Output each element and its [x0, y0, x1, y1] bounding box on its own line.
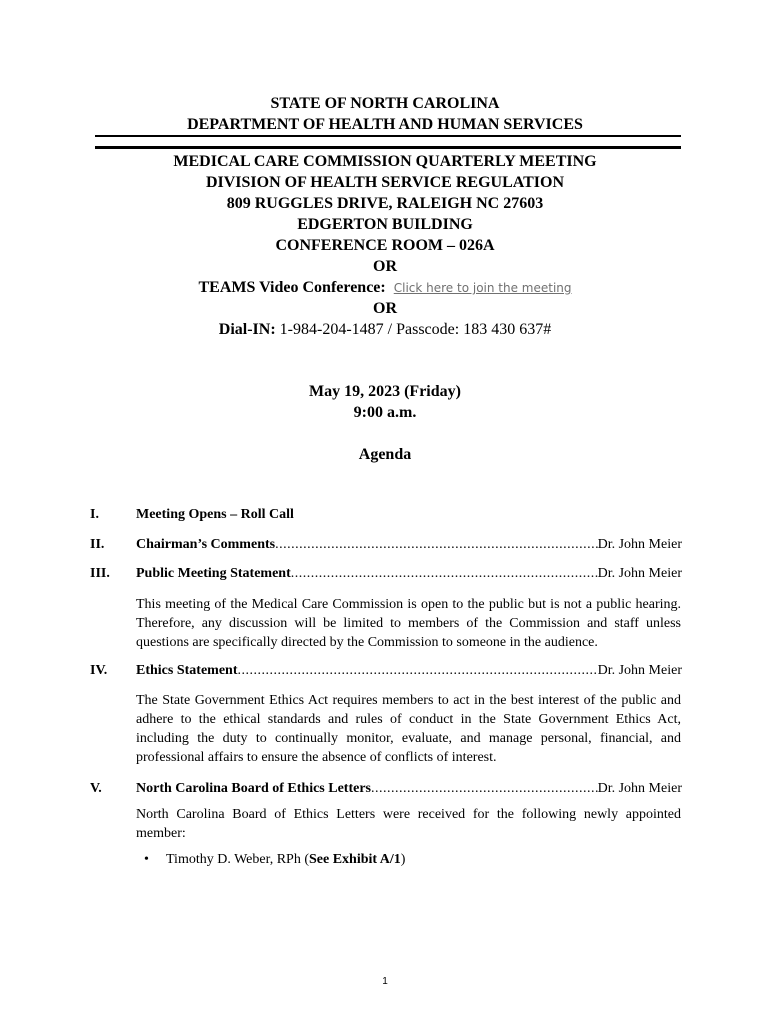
agenda-item-presenter: Dr. John Meier — [597, 781, 682, 796]
agenda-item-number: II. — [90, 537, 105, 552]
dialin-value: 1-984-204-1487 / Passcode: 183 430 637# — [279, 321, 552, 338]
or-separator-1: OR — [373, 258, 397, 275]
leader-dots — [291, 565, 598, 583]
agenda-item-presenter: Dr. John Meier — [597, 537, 682, 552]
header-rule-thin — [95, 135, 681, 137]
bullet-icon: • — [144, 852, 149, 867]
agenda-item-title: Chairman’s Comments — [136, 537, 276, 552]
agenda-item-description: North Carolina Board of Ethics Letters were received for the following newly appointed member: — [136, 807, 681, 841]
agenda-item-title: North Carolina Board of Ethics Letters — [136, 781, 371, 796]
leader-dots — [275, 536, 598, 554]
meeting-date: May 19, 2023 (Friday) — [309, 383, 461, 400]
building-name: EDGERTON BUILDING — [297, 216, 473, 233]
teams-line — [0, 278, 770, 298]
agenda-item-description: The State Government Ethics Act requires members to act in the best interest of the public and adhere to the ethical standards and rules of conduct in the State Government Ethics Act, including the duty to continually monitor, evaluate, and manage personal, financial, and professional affairs to ensure the absence of conflicts of interest. — [136, 693, 681, 765]
dialin-line — [0, 320, 770, 340]
agenda-item-title: Ethics Statement — [136, 663, 238, 678]
agenda-item-description: This meeting of the Medical Care Commission is open to the public but is not a public hearing. Therefore, any discussion will be limited to members of the Commission and staff unless questions are specifically directed by the Commission to someone in the audience. — [136, 597, 681, 650]
agenda-item-number: I. — [90, 507, 99, 522]
agenda-item-number: III. — [90, 566, 110, 581]
agenda-item-number: IV. — [90, 663, 108, 678]
exhibit-reference: See Exhibit A/1 — [309, 852, 401, 867]
division-name: DIVISION OF HEALTH SERVICE REGULATION — [205, 174, 565, 191]
agenda-item-title: Public Meeting Statement — [136, 566, 291, 581]
state-heading: STATE OF NORTH CAROLINA — [270, 95, 500, 112]
header-rule-thick — [95, 146, 681, 149]
leader-dots — [371, 780, 598, 798]
meeting-address: 809 RUGGLES DRIVE, RALEIGH NC 27603 — [226, 195, 544, 212]
teams-label: TEAMS Video Conference: — [198, 279, 386, 296]
meeting-title: MEDICAL CARE COMMISSION QUARTERLY MEETING — [173, 153, 597, 170]
dialin-label: Dial-IN: — [218, 321, 276, 338]
or-separator-2: OR — [373, 300, 397, 317]
agenda-item-number: V. — [90, 781, 102, 796]
leader-dots — [238, 662, 598, 680]
agenda-item-title: Meeting Opens – Roll Call — [136, 507, 294, 522]
teams-join-link[interactable]: Click here to join the meeting — [393, 281, 572, 295]
appointee-list-item: • Timothy D. Weber, RPh (See Exhibit A/1) — [144, 852, 406, 867]
agenda-heading: Agenda — [358, 446, 412, 463]
agenda-item-presenter: Dr. John Meier — [597, 663, 682, 678]
agenda-item-presenter: Dr. John Meier — [597, 566, 682, 581]
page-number: 1 — [382, 976, 388, 987]
meeting-time: 9:00 a.m. — [353, 404, 417, 421]
department-heading: DEPARTMENT OF HEALTH AND HUMAN SERVICES — [187, 116, 583, 133]
conference-room: CONFERENCE ROOM – 026A — [275, 237, 495, 254]
